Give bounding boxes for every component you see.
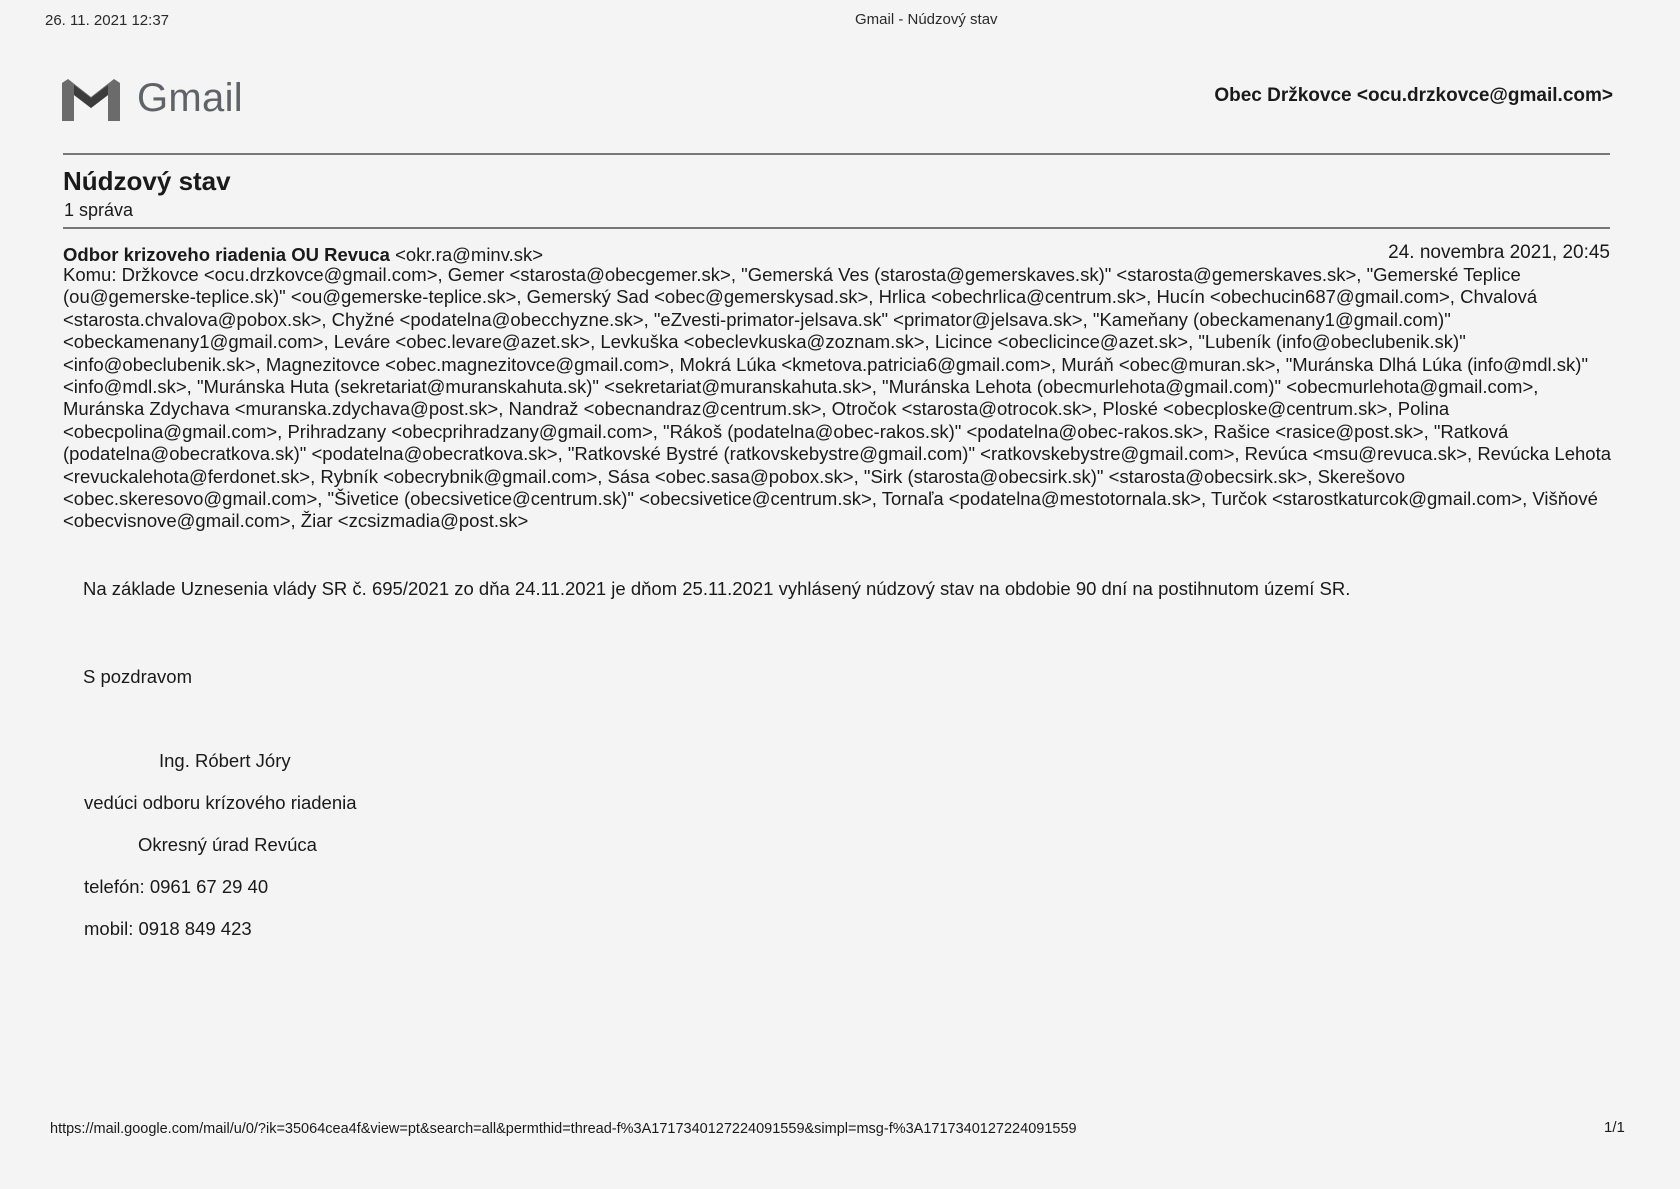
sender-line [63,244,543,266]
print-title: Gmail - Núdzový stav [855,11,998,28]
print-url: https://mail.google.com/mail/u/0/?ik=35064cea4f&view=pt&search=all&permthid=thread-f%3A1717340127224091559&simpl=msg-f%3A1717340127224091559 [50,1121,1077,1137]
signature-phone: telefón: 0961 67 29 40 [84,876,269,897]
gmail-logo-text: Gmail [137,76,243,120]
page-number: 1/1 [1604,1119,1625,1136]
greeting: S pozdravom [83,666,192,687]
sender-email: <okr.ra@minv.sk> [395,244,544,265]
signature-role: vedúci odboru krízového riadenia [84,792,357,813]
message-count: 1 správa [64,200,134,220]
sender-name: Odbor krizoveho riadenia OU Revuca [63,244,390,265]
gmail-logo[interactable] [62,76,243,121]
header-divider [63,153,1610,155]
thread-title: Núdzový stav [63,166,231,196]
thread-divider [63,227,1610,229]
signature-mobile: mobil: 0918 849 423 [84,918,252,939]
print-date: 26. 11. 2021 12:37 [45,12,169,29]
message-body: Na základe Uznesenia vlády SR č. 695/2021 zo dňa 24.11.2021 je dňom 25.11.2021 vyhlásený núdzový stav na obdobie 90 dní na postihnutom území SR. [83,578,1351,599]
gmail-m-icon [62,77,120,121]
message-date: 24. novembra 2021, 20:45 [1388,242,1610,263]
signature-office: Okresný úrad Revúca [138,834,317,855]
recipients-list: Komu: Držkovce <ocu.drzkovce@gmail.com>, Gemer <starosta@obecgemer.sk>, "Gemerská Ves (starosta@gemerskaves.sk)" <starosta@gemerskaves.sk>, "Gemerské Teplice (ou@gemerske-teplice.sk)" <ou@gemerske-teplice.sk>, Gemerský Sad <obec@gemerskysad.sk>, Hrlica <obechrlica@centrum.sk>, Hucín <obechucin687@gmail.com>, Chvalová <starosta.chvalova@pobox.sk>, Chyžné <podatelna@obecchyzne.sk>, "eZvesti-primator-jelsava.sk" <primator@jelsava.sk>, "Kameňany (obeckamenany1@gmail.com)" <obeckamenany1@gmail.com>, Leváre <obec.levare@azet.sk>, Levkuška <obeclevkuska@zoznam.sk>, Licince <obeclicince@azet.sk>, "Lubeník (info@obeclubenik.sk)" <info@obeclubenik.sk>, Magnezitovce <obec.magnezitovce@gmail.com>, Mokrá Lúka <kmetova.patricia6@gmail.com>, Muráň <obec@muran.sk>, "Muránska Dlhá Lúka (info@mdl.sk)" <info@mdl.sk>, "Muránska Huta (sekretariat@muranskahuta.sk)" <sekretariat@muranskahuta.sk>, "Muránska Lehota (obecmurlehota@gmail.com)" <obecmurlehota@gmail.com>, Muránska Zdychava <muranska.zdychava@post.sk>, Nandraž <obecnandraz@centrum.sk>, Otročok <starosta@otrocok.sk>, Ploské <obecploske@centrum.sk>, Polina <obecpolina@gmail.com>, Prihradzany <obecprihradzany@gmail.com>, "Rákoš (podatelna@obec-rakos.sk)" <podatelna@obec-rakos.sk>, Rašice <rasice@post.sk>, "Ratková (podatelna@obecratkova.sk)" <podatelna@obecratkova.sk>, "Ratkovské Bystré (ratkovskebystre@gmail.com)" <ratkovskebystre@gmail.com>, Revúca <msu@revuca.sk>, Revúcka Lehota <revuckalehota@ferdonet.sk>, Rybník <obecrybnik@gmail.com>, Sása <obec.sasa@pobox.sk>, "Sirk (starosta@obecsirk.sk)" <starosta@obecsirk.sk>, Skerešovo <obec.skeresovo@gmail.com>, "Šivetice (obecsivetice@centrum.sk)" <obecsivetice@centrum.sk>, Tornaľa <podatelna@mestotornala.sk>, Turčok <starostkaturcok@gmail.com>, Višňové <obecvisnove@gmail.com>, Žiar <zcsizmadia@post.sk> [63,264,1612,532]
account-label: Obec Držkovce <ocu.drzkovce@gmail.com> [1214,85,1613,106]
signature-name: Ing. Róbert Jóry [159,750,291,771]
